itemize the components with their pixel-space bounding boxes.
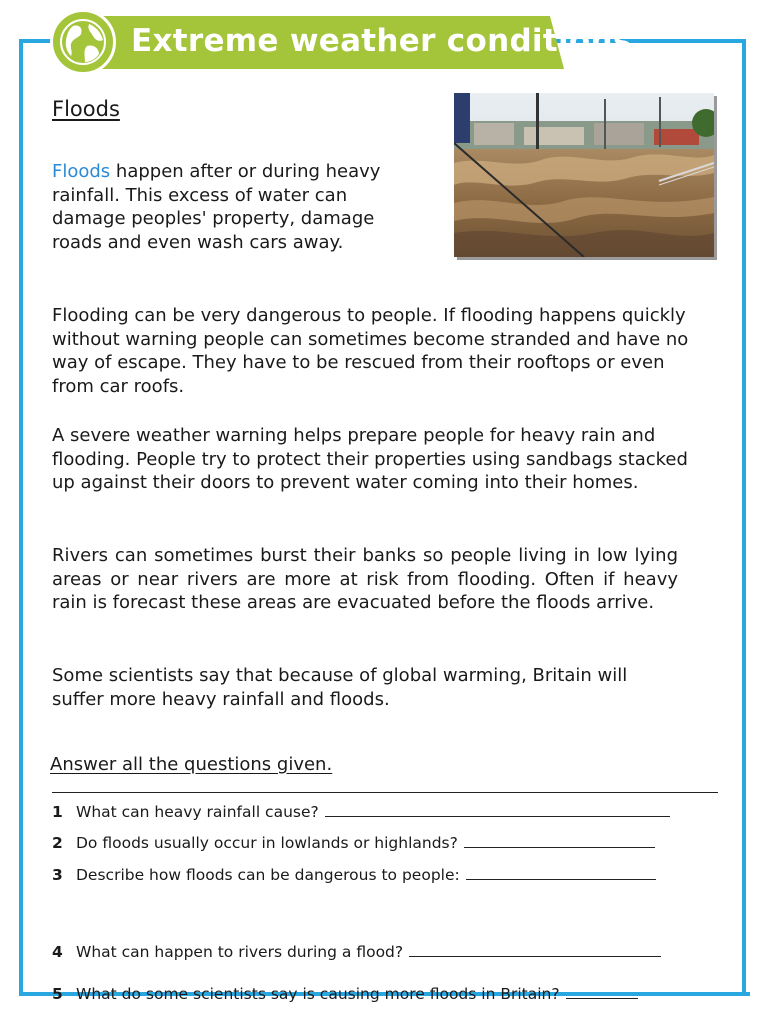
question-number: 3: [52, 866, 63, 884]
question-text: What do some scientists say is causing more floods in Britain?: [76, 985, 560, 1003]
flood-photo: [454, 93, 714, 257]
paragraph-rivers: Rivers can sometimes burst their banks so people living in low lying areas or near rivers are more at risk from flooding. Often if heavy rain is forecast these areas are evacuated before the floods arrive.: [52, 545, 678, 613]
answer-line[interactable]: [466, 878, 656, 880]
question-number: 4: [52, 943, 63, 961]
page-title: Extreme weather conditions: [131, 23, 632, 59]
question-text: Describe how floods can be dangerous to people:: [76, 866, 460, 884]
question-number: 5: [52, 985, 63, 1003]
answer-line[interactable]: [409, 955, 661, 957]
question-text: Do floods usually occur in lowlands or highlands?: [76, 834, 458, 852]
question-text: What can heavy rainfall cause?: [76, 803, 319, 821]
questions-heading: Answer all the questions given.: [50, 754, 333, 775]
floods-link[interactable]: Floods: [52, 161, 111, 182]
question-5: [52, 985, 638, 1003]
question-3: [52, 866, 656, 884]
answer-line[interactable]: [325, 815, 670, 817]
divider: [52, 792, 718, 793]
section-title: Floods: [52, 97, 120, 121]
question-number: 2: [52, 834, 63, 852]
paragraph-danger: Flooding can be very dangerous to people. If flooding happens quickly without warning people can sometimes become stranded and have no way of escape. They have to be rescued from their rooftops or even from car roofs.: [52, 305, 689, 397]
intro-text: happen after or during heavy rainfall. This excess of water can damage peoples' property, damage roads and even wash cars away.: [52, 161, 381, 253]
question-4: [52, 943, 661, 961]
paragraph-climate: Some scientists say that because of global warming, Britain will suffer more heavy rainfall and floods.: [52, 665, 628, 710]
question-text: What can happen to rivers during a flood?: [76, 943, 404, 961]
globe-icon: [50, 9, 116, 75]
question-number: 1: [52, 803, 63, 821]
question-1: [52, 803, 670, 821]
paragraph-warning: A severe weather warning helps prepare people for heavy rain and flooding. People try to protect their properties using sandbags stacked up against their doors to prevent water coming into their homes.: [52, 425, 688, 493]
answer-line[interactable]: [566, 997, 638, 999]
answer-line[interactable]: [464, 846, 655, 848]
intro-paragraph: [52, 160, 422, 254]
question-2: [52, 834, 655, 852]
